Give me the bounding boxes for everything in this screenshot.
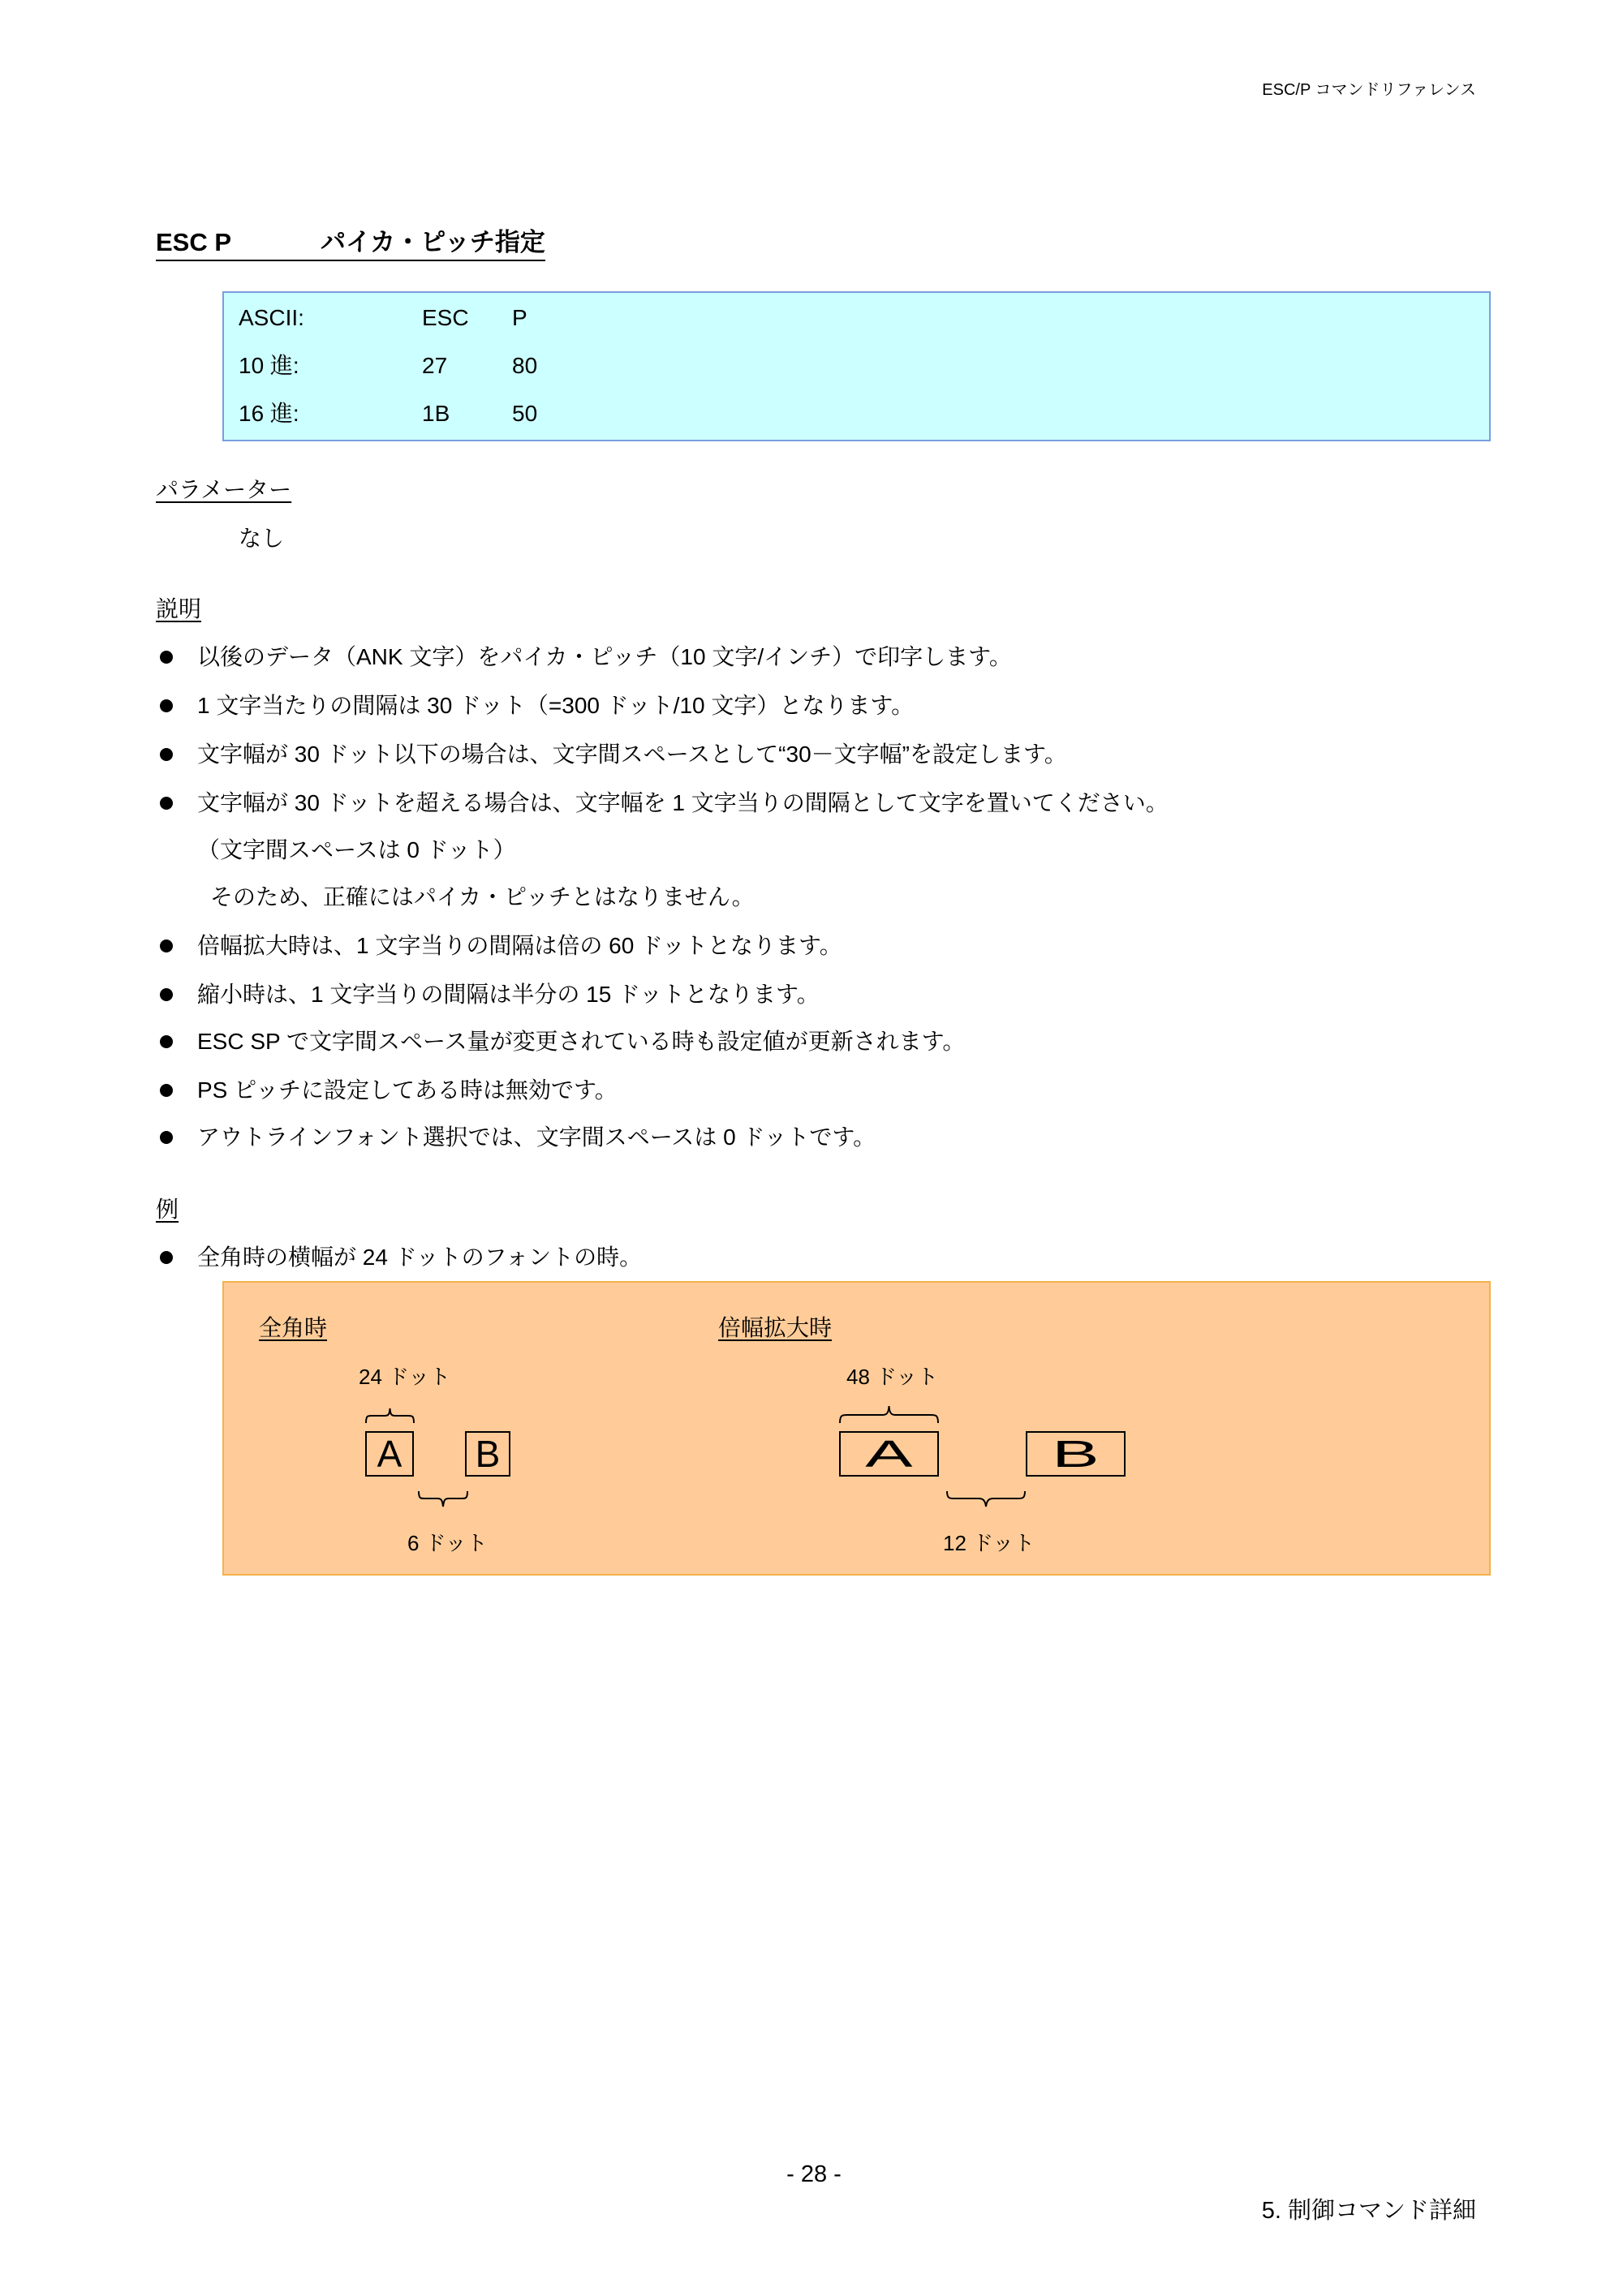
- description-item: 1 文字当たりの間隔は 30 ドット（=300 ドット/10 文字）となります。: [197, 693, 915, 718]
- bullet-icon: [160, 1035, 173, 1048]
- example-item: 全角時の横幅が 24 ドットのフォントの時。: [197, 1245, 643, 1270]
- code-value: 1B: [422, 401, 450, 426]
- section-title: 5. 制御コマンド詳細: [1261, 2198, 1476, 2224]
- width-label-double: 48 ドット: [846, 1365, 939, 1389]
- char-box-b-double: [1026, 1431, 1126, 1477]
- command-name: パイカ・ピッチ指定: [321, 228, 545, 256]
- code-label-ascii: ASCII:: [239, 305, 304, 330]
- diagram-title-normal: 全角時: [259, 1315, 328, 1340]
- code-value: 80: [512, 353, 538, 378]
- parameters-value: なし: [239, 526, 285, 551]
- gap-label-double: 12 ドット: [943, 1531, 1035, 1555]
- description-item: アウトラインフォント選択では、文字間スペースは 0 ドットです。: [197, 1124, 876, 1150]
- char-box-b-normal: [465, 1431, 510, 1477]
- running-header: ESC/P コマンドリファレンス: [1262, 81, 1476, 99]
- description-item: PS ピッチに設定してある時は無効です。: [197, 1077, 618, 1103]
- diagram-title-double: 倍幅拡大時: [718, 1315, 833, 1340]
- code-value: P: [512, 305, 527, 330]
- bottom-brace-double: [946, 1490, 1026, 1507]
- char-b: B: [475, 1433, 501, 1475]
- description-item: 縮小時は、1 文字当りの間隔は半分の 15 ドットとなります。: [197, 982, 820, 1007]
- description-item: 倍幅拡大時は、1 文字当りの間隔は倍の 60 ドットとなります。: [197, 933, 842, 958]
- code-value: ESC: [422, 305, 469, 330]
- bullet-icon: [160, 699, 173, 712]
- parameters-heading: パラメーター: [156, 477, 292, 502]
- description-heading: 説明: [156, 596, 202, 621]
- bullet-icon: [160, 1131, 173, 1144]
- bottom-brace-normal: [418, 1490, 468, 1507]
- code-label-hex: 16 進:: [239, 401, 299, 426]
- bullet-icon: [160, 797, 173, 810]
- code-label-decimal: 10 進:: [239, 353, 299, 378]
- description-item: 文字幅が 30 ドット以下の場合は、文字間スペースとして“30－文字幅”を設定します。: [197, 742, 1067, 767]
- code-value: 50: [512, 401, 538, 426]
- char-a: A: [377, 1433, 403, 1475]
- page-number: - 28 -: [786, 2161, 842, 2187]
- bullet-icon: [160, 939, 173, 952]
- example-diagram-box: [222, 1281, 1491, 1576]
- gap-label-normal: 6 ドット: [407, 1531, 488, 1555]
- char-box-a-normal: [365, 1431, 414, 1477]
- top-brace-double: [839, 1405, 939, 1424]
- command-title: [156, 226, 545, 261]
- bullet-icon: [160, 1251, 173, 1264]
- description-item-note: そのため、正確にはパイカ・ピッチとはなりません。: [210, 884, 755, 909]
- bullet-icon: [160, 988, 173, 1001]
- description-item: ESC SP で文字間スペース量が変更されている時も設定値が更新されます。: [197, 1029, 966, 1054]
- code-value: 27: [422, 353, 448, 378]
- bullet-icon: [160, 651, 173, 664]
- description-item: 文字幅が 30 ドットを超える場合は、文字幅を 1 文字当りの間隔として文字を置いてください。: [197, 790, 1169, 815]
- description-item-note: （文字間スペースは 0 ドット）: [197, 837, 516, 862]
- char-box-a-double: [839, 1431, 939, 1477]
- code-box: [222, 291, 1491, 441]
- command-code: ESC P: [156, 228, 232, 256]
- top-brace-normal: [365, 1408, 415, 1424]
- char-b-wide: B: [1052, 1433, 1100, 1475]
- bullet-icon: [160, 1084, 173, 1097]
- bullet-icon: [160, 748, 173, 761]
- description-item: 以後のデータ（ANK 文字）をパイカ・ピッチ（10 文字/インチ）で印字します。: [197, 644, 1012, 669]
- example-heading: 例: [156, 1197, 179, 1222]
- width-label-normal: 24 ドット: [359, 1365, 451, 1389]
- char-a-wide: A: [865, 1433, 913, 1475]
